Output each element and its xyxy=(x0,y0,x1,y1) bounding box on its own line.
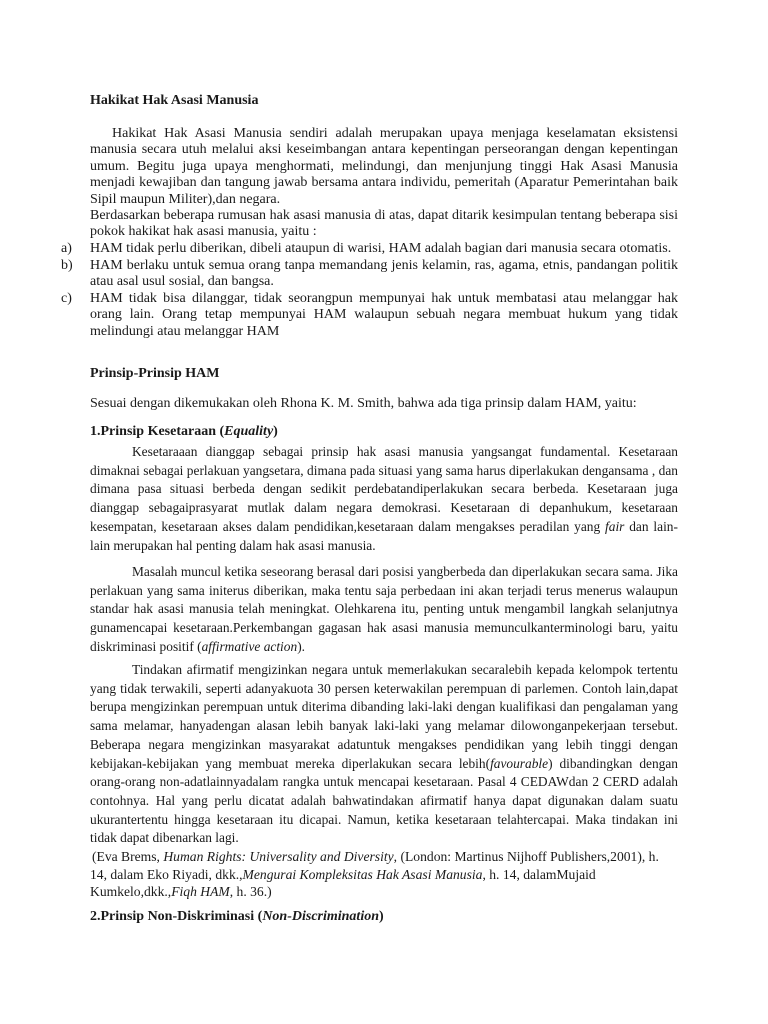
reference-text: , h. 36.) xyxy=(229,884,272,900)
reference-book-title: Mengurai Kompleksitas Hak Asasi Manusia xyxy=(242,866,483,882)
section-title-hakikat: Hakikat Hak Asasi Manusia xyxy=(90,93,259,108)
reference-text: , (London: Martinus Nijhoff Publishers,2001), h. 14, dalam Eko Riyadi, dkk., xyxy=(90,849,659,882)
paragraph-prinsip-intro: Sesuai dengan dikemukakan oleh Rhona K. M. Smith, bahwa ada tiga prinsip dalam HAM, yaitu: xyxy=(90,396,637,411)
subheading-non-diskriminasi xyxy=(90,909,678,925)
list-item-a xyxy=(61,241,678,257)
paragraph-kesetaraan-2 xyxy=(90,563,678,657)
subheading-suffix: ) xyxy=(273,424,278,439)
reference-text: (Eva Brems, xyxy=(92,849,160,864)
subheading-italic: Equality xyxy=(224,424,274,439)
subheading-prefix: 2.Prinsip Non-Diskriminasi ( xyxy=(90,909,263,924)
paragraph-hakikat-1: Hakikat Hak Asasi Manusia sendiri adalah merupakan upaya menjaga keselamatan eksistensi manusia secara utuh melalui aksi keseimbangan antara kepentingan perseorangan dengan kepentingan umum. Begitu juga upaya menghormati, melindungi, dan menjunjung tinggi Hak Asasi Manusia menjadi kewajiban dan tangung jawab bersama antara individu, pemeritah (Aparatur Pemerintahan baik Sipil maupun Militer),dan negara. xyxy=(90,126,678,207)
paragraph-text: dan lain-lain merupakan hal penting dalam hak asasi manusia. xyxy=(90,518,678,553)
list-marker: b) xyxy=(61,258,73,273)
paragraph-hakikat-2: Berdasarkan beberapa rumusan hak asasi manusia di atas, dapat ditarik kesimpulan tentang beberapa sisi pokok hakikat hak asasi manusia, yaitu : xyxy=(90,208,678,240)
section-title-prinsip: Prinsip-Prinsip HAM xyxy=(90,366,220,381)
list-item-text: HAM berlaku untuk semua orang tanpa memandang jenis kelamin, ras, agama, etnis, pandangan politik atau asal usul sosial, dan bangsa. xyxy=(90,258,678,290)
reference-book-title: Fiqh HAM xyxy=(171,884,230,900)
paragraph-text: ) dibandingkan dengan orang-orang non-adatlainnyadalam rangka untuk mencapai kesetaraan. Pasal 4 CEDAWdan 2 CERD adalah contohnya. Hal yang perlu dicatat adalah bahwatindakan afirmatif hanya dapat digunakan dalam suatu ukurantertentu hingga kesetaraan itu dicapai. Namun, ketika kesetaraan telahtercapai. Maka tindakan ini tidak dapat dibenarkan lagi. xyxy=(90,755,678,846)
paragraph-text: Masalah muncul ketika seseorang berasal dari posisi yangberbeda dan diperlakukan secara sama. Jika perlakuan yang sama initerus diberikan, maka tentu saja perbedaan ini akan terjadi terus menerus walaupun standar hak asasi manusia telah meningkat. Olehkarena itu, penting untuk mengambil langkah selanjutnya gunamencapai kesetaraan.Perkembangan gagasan hak asasi manusia memunculkanterminologi baru, yaitu diskriminasi positif ( xyxy=(90,564,678,654)
list-marker: c) xyxy=(61,291,72,306)
reference-text: , h. 14, dalamMujaid Kumkelo,dkk., xyxy=(90,866,596,900)
paragraph-kesetaraan-3 xyxy=(90,661,678,848)
italic-term-affirmative: affirmative action xyxy=(201,638,298,654)
list-item-c xyxy=(61,291,678,340)
subheading-suffix: ) xyxy=(379,909,384,924)
subheading-italic: Non-Discrimination xyxy=(262,909,380,924)
list-item-text: HAM tidak perlu diberikan, dibeli ataupun di warisi, HAM adalah bagian dari manusia secara otomatis. xyxy=(90,241,672,256)
paragraph-text: Tindakan afirmatif mengizinkan negara untuk memerlakukan secaralebih kepada kelompok tertentu yang tidak terwakili, seperti adanyakuota 30 persen keterwakilan perempuan di parlemen. Contoh lain,dapat berupa mengizinkan perempuan untuk diterima dibanding laki-laki dengan kualifikasi dan pengalaman yang sama melamar, hanyadengan alasan lebih banyak laki-laki yang melamar dilowonganpekerjaan tersebut. Beberapa negara mengizinkan masyarakat adatuntuk mengakses pendidikan yang lebih tinggi dengan kebijakan-kebijakan yang membuat mereka diperlakukan secara lebih( xyxy=(90,662,678,771)
paragraph-kesetaraan-1 xyxy=(90,443,678,555)
list-item-text: HAM tidak bisa dilanggar, tidak seorangpun mempunyai hak untuk membatasi atau melanggar hak orang lain. Orang tetap mempunyai HAM walaupun sebuah negara membuat hukum yang tidak melindungi atau melanggar HAM xyxy=(90,291,678,339)
paragraph-text: Kesetaraaan dianggap sebagai prinsip hak asasi manusia yangsangat fundamental. Kesetaraan dimaknai sebagai perlakuan yangsetara, dimana pada situasi yang sama harus diperlakukan dengansama , dan dimana pasa situasi berbeda dengan sedikit perdebatandiperlakukan secara berbeda. Kesetaraan juga dianggap sebagaiprasyarat mutlak dalam negara demokrasi. Kesetaraan di depanhukum, kesetaraan kesempatan, kesetaraan akses dalam pendidikan,kesetaraan dalam mengakses peradilan yang xyxy=(90,444,678,534)
reference-book-title: Human Rights: Universality and Diversity xyxy=(163,849,394,864)
subheading-prefix: 1.Prinsip Kesetaraan ( xyxy=(90,424,225,439)
paragraph-text: ). xyxy=(297,638,305,654)
italic-term-fair: fair xyxy=(605,518,625,534)
list-marker: a) xyxy=(61,241,72,256)
list-item-b xyxy=(61,258,678,291)
subheading-kesetaraan xyxy=(90,424,678,440)
italic-term-favourable: favourable xyxy=(490,755,549,771)
reference-citation xyxy=(90,848,678,901)
